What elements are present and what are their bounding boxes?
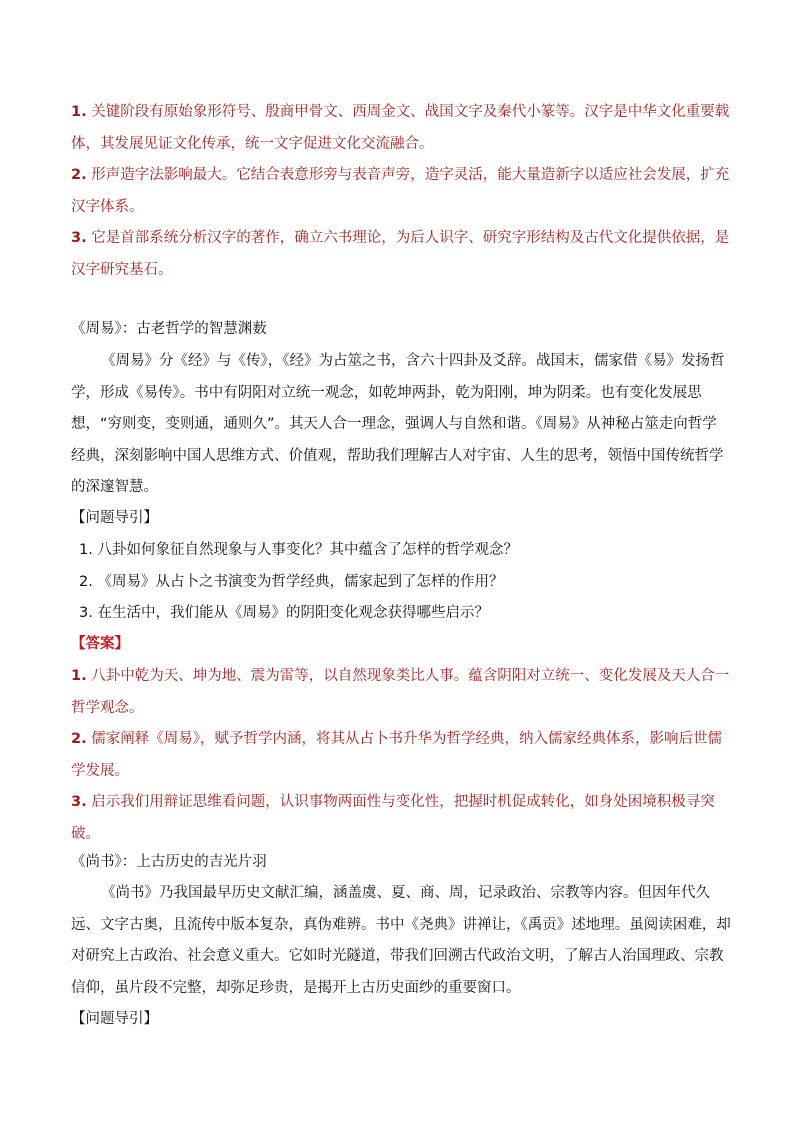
question-guide-label: 【问题导引】 (71, 1011, 158, 1027)
question-item: 2. 《周易》从占卜之书演变为哲学经典，儒家起到了怎样的作用？ (79, 573, 504, 590)
question-item: 3. 在生活中，我们能从《周易》的阴阳变化观念获得哪些启示？ (79, 605, 489, 621)
section-body-shangshu: 《尚书》乃我国最早历史文献汇编，涵盖虞、夏、商、周，记录政治、宗教等内容。但因年代久远、文字古奥，且流传中版本复杂，真伪难辨。书中《尧典》讲禅让，《禹贡》述地理。虽阅读困难，却对研究上古政治、社会意义重大。它如时光隧道，带我们回溯古代政治文明，了解古人治国理政、宗教信仰，虽片段不完整，却弥足珍贵，是揭开上古历史面纱的重要窗口。 (71, 885, 731, 996)
question-guide-label: 【问题导引】 (71, 510, 158, 526)
answer-item: 1. 关键阶段有原始象形符号、殷商甲骨文、西周金文、战国文字及秦代小篆等。汉字是中华文化重要载体，其发展见证文化传承，统一文字促进文化交流融合。 (71, 104, 730, 152)
question-item: 1. 八卦如何象征自然现象与人事变化？其中蕴含了怎样的哲学观念？ (79, 542, 518, 558)
section-body-zhouyi: 《周易》分《经》与《传》，《经》为占筮之书，含六十四卦及爻辞。战国末，儒家借《易》发扬哲学，形成《易传》。书中有阴阳对立统一观念，如乾坤两卦，乾为阳刚，坤为阴柔。也有变化发展思想，“穷则变，变则通，通则久”。其天人合一理念，强调人与自然和谐。《周易》从神秘占筮走向哲学经典，深刻影响中国人思维方式、价值观，帮助我们理解古人对宇宙、人生的思考，领悟中国传统哲学的深邃智慧。 (71, 353, 725, 495)
question-list (71, 535, 739, 630)
answer-item: 3. 启示我们用辩证思维看问题，认识事物两面性与变化性，把握时机促成转化，如身处困境积极寻突破。 (71, 794, 715, 842)
section-title-shangshu: 《尚书》：上古历史的吉光片羽 (71, 854, 267, 870)
answer-item: 2. 形声造字法影响最大。它结合表意形旁与表音声旁，造字灵活，能大量造新字以适应社会发展，扩充汉字体系。 (71, 167, 730, 215)
section-title-zhouyi: 《周易》：古老哲学的智慧渊薮 (71, 321, 267, 337)
answer-list-2 (71, 661, 731, 850)
answer-list-1 (71, 97, 731, 286)
answer-label: 【答案】 (71, 636, 129, 652)
answer-item: 2. 儒家阐释《周易》，赋予哲学内涵，将其从占卜书升华为哲学经典，纳入儒家经典体系，影响后世儒学发展。 (71, 731, 722, 779)
answer-item: 3. 它是首部系统分析汉字的著作，确立六书理论，为后人识字、研究字形结构及古代文化提供依据，是汉字研究基石。 (71, 230, 730, 278)
answer-item: 1. 八卦中乾为天、坤为地、震为雷等，以自然现象类比人事。蕴含阴阳对立统一、变化发展及天人合一哲学观念。 (71, 668, 730, 716)
